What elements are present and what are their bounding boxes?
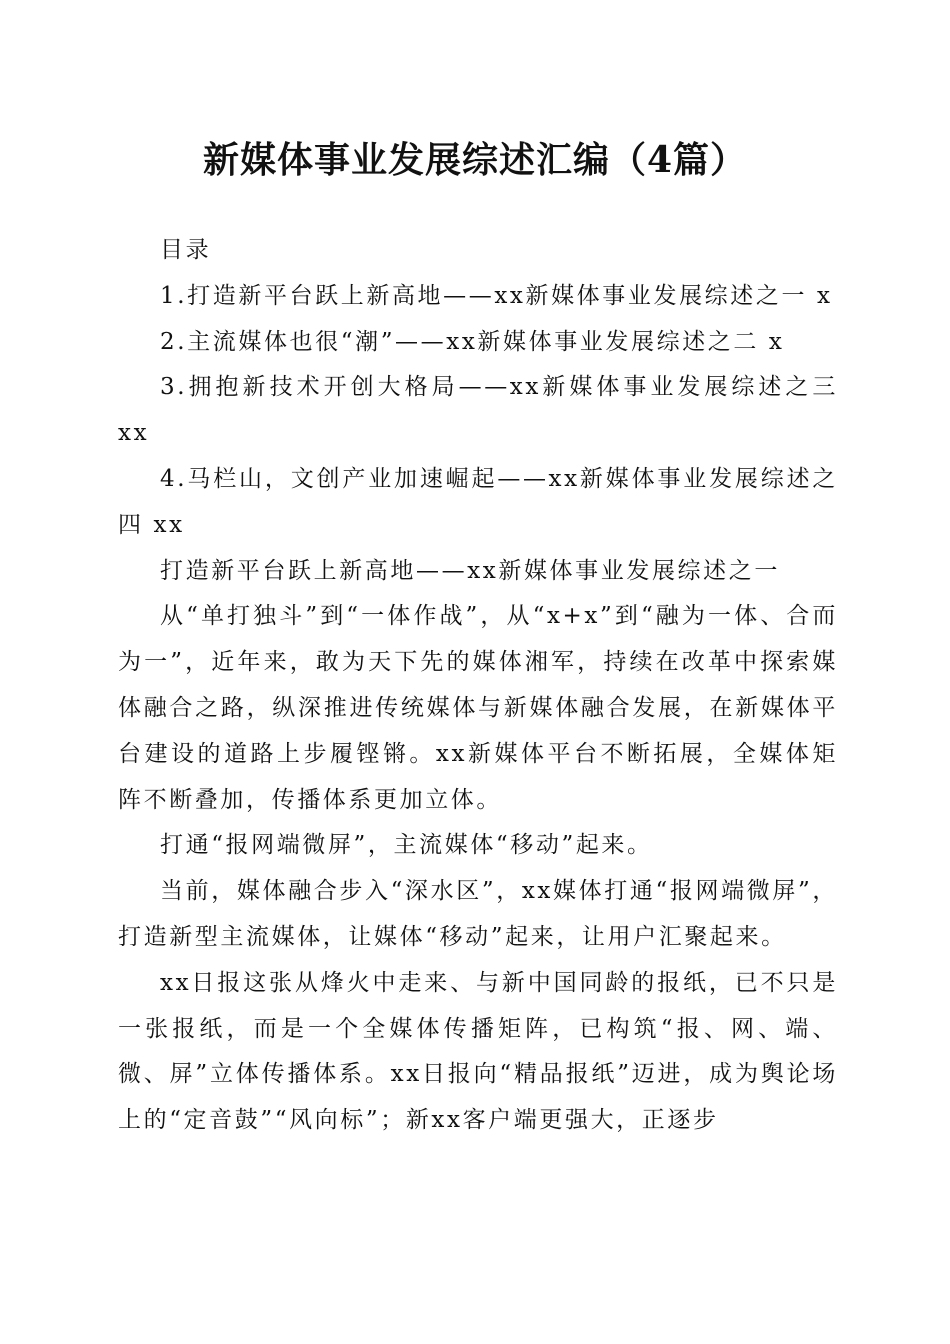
toc-item-1: 1.打造新平台跃上新高地——xx新媒体事业发展综述之一 x: [160, 282, 833, 309]
toc-item-2: 2.主流媒体也很“潮”——xx新媒体事业发展综述之二 x: [160, 328, 785, 355]
body-paragraph-4: xx日报这张从烽火中走来、与新中国同龄的报纸，已不只是一张报纸，而是一个全媒体传播矩阵，已构筑“报、网、端、微、屏”立体传播体系。xx日报向“精品报纸”迈进，成为舆论场上的“定音鼓”“风向标”；新xx客户端更强大，正逐步: [118, 969, 838, 1134]
toc-item-4: 4.马栏山，文创产业加速崛起——xx新媒体事业发展综述之四 xx: [118, 465, 838, 538]
body-paragraph-2: 打通“报网端微屏”，主流媒体“移动”起来。: [160, 832, 653, 859]
body-paragraph-1: 从“单打独斗”到“一体作战”，从“x+x”到“融为一体、合而为一”，近年来，敢为天下先的媒体湘军，持续在改革中探索媒体融合之路，纵深推进传统媒体与新媒体融合发展，在新媒体平台建设的道路上步履铿锵。xx新媒体平台不断拓展，全媒体矩阵不断叠加，传播体系更加立体。: [118, 603, 838, 813]
toc-item-3: 3.拥抱新技术开创大格局——xx新媒体事业发展综述之三 xx: [118, 374, 838, 447]
toc-heading: 目录: [160, 237, 212, 263]
section-heading: 打造新平台跃上新高地——xx新媒体事业发展综述之一: [160, 557, 780, 584]
body-paragraph-3: 当前，媒体融合步入“深水区”，xx媒体打通“报网端微屏”，打造新型主流媒体，让媒体“移动”起来，让用户汇聚起来。: [118, 878, 838, 950]
document-title: 新媒体事业发展综述汇编（4篇）: [202, 139, 748, 181]
document-body: [118, 228, 838, 1144]
